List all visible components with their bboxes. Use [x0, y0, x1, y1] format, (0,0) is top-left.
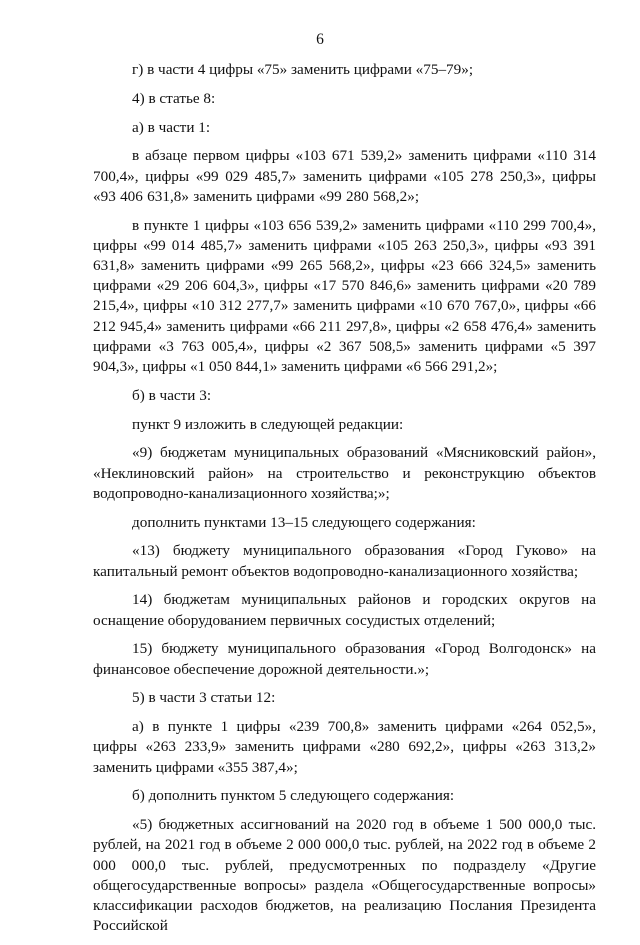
paragraph-4: в абзаце первом цифры «103 671 539,2» заменить цифрами «110 314 700,4», цифры «99 029 485,7» заменить цифрами «105 278 250,3», цифры «93 406 631,8» заменить цифрами «99 280 568,2»;	[93, 147, 596, 205]
paragraph-3: а) в части 1:	[132, 118, 211, 136]
paragraph-11: 14) бюджетам муниципальных районов и городских округов на оснащение оборудованием первичных сосудистых отделений;	[93, 591, 596, 629]
paragraph-9: дополнить пунктами 13–15 следующего содержания:	[132, 513, 476, 531]
paragraph-10: «13) бюджету муниципального образования «Город Гуково» на капитальный ремонт объектов водопроводно-канализационного хозяйства;	[93, 542, 596, 580]
paragraph-13: 5) в части 3 статьи 12:	[132, 689, 276, 707]
paragraph-7: пункт 9 изложить в следующей редакции:	[132, 415, 404, 433]
paragraph-1: г) в части 4 цифры «75» заменить цифрами «75–79»;	[132, 61, 474, 78]
paragraph-6: б) в части 3:	[132, 386, 212, 404]
page-number: 6	[316, 31, 324, 48]
document-body	[93, 60, 596, 945]
paragraph-12: 15) бюджету муниципального образования «Город Волгодонск» на финансовое обеспечение дорожной деятельности.»;	[93, 640, 596, 678]
paragraph-16: «5) бюджетных ассигнований на 2020 год в объеме 1 500 000,0 тыс. рублей, на 2021 год в объеме 2 000 000,0 тыс. рублей, на 2022 год в объеме 2 000 000,0 тыс. рублей, предусмотренных по подразделу «Другие общегосударственные вопросы» раздела «Общегосударственные вопросы» классификации расходов бюджетов, на реализацию Послания Президента Российской	[93, 816, 596, 935]
paragraph-5: в пункте 1 цифры «103 656 539,2» заменить цифрами «110 299 700,4», цифры «99 014 485,7» заменить цифрами «105 263 250,3», цифры «93 391 631,8» заменить цифрами «99 265 568,2», цифры «23 666 324,5» заменить цифрами «29 206 604,3», цифры «17 570 846,6» заменить цифрами «20 789 215,4», цифры «10 312 277,7» заменить цифрами «10 670 767,0», цифры «66 212 945,4» заменить цифрами «66 211 297,8», цифры «2 658 476,4» заменить цифрами «3 763 005,4», цифры «2 367 508,5» заменить цифрами «5 397 904,3», цифры «1 050 844,1» заменить цифрами «6 566 291,2»;	[93, 216, 596, 376]
paragraph-14: а) в пункте 1 цифры «239 700,8» заменить цифрами «264 052,5», цифры «263 233,9» заменить цифрами «280 692,2», цифры «263 313,2» заменить цифрами «355 387,4»;	[93, 718, 596, 776]
paragraph-15: б) дополнить пунктом 5 следующего содержания:	[132, 787, 455, 805]
paragraph-2: 4) в статье 8:	[132, 89, 216, 107]
paragraph-8: «9) бюджетам муниципальных образований «Мясниковский район», «Неклиновский район» на строительство и реконструкцию объектов водопроводно-канализационного хозяйства;»;	[93, 444, 596, 502]
